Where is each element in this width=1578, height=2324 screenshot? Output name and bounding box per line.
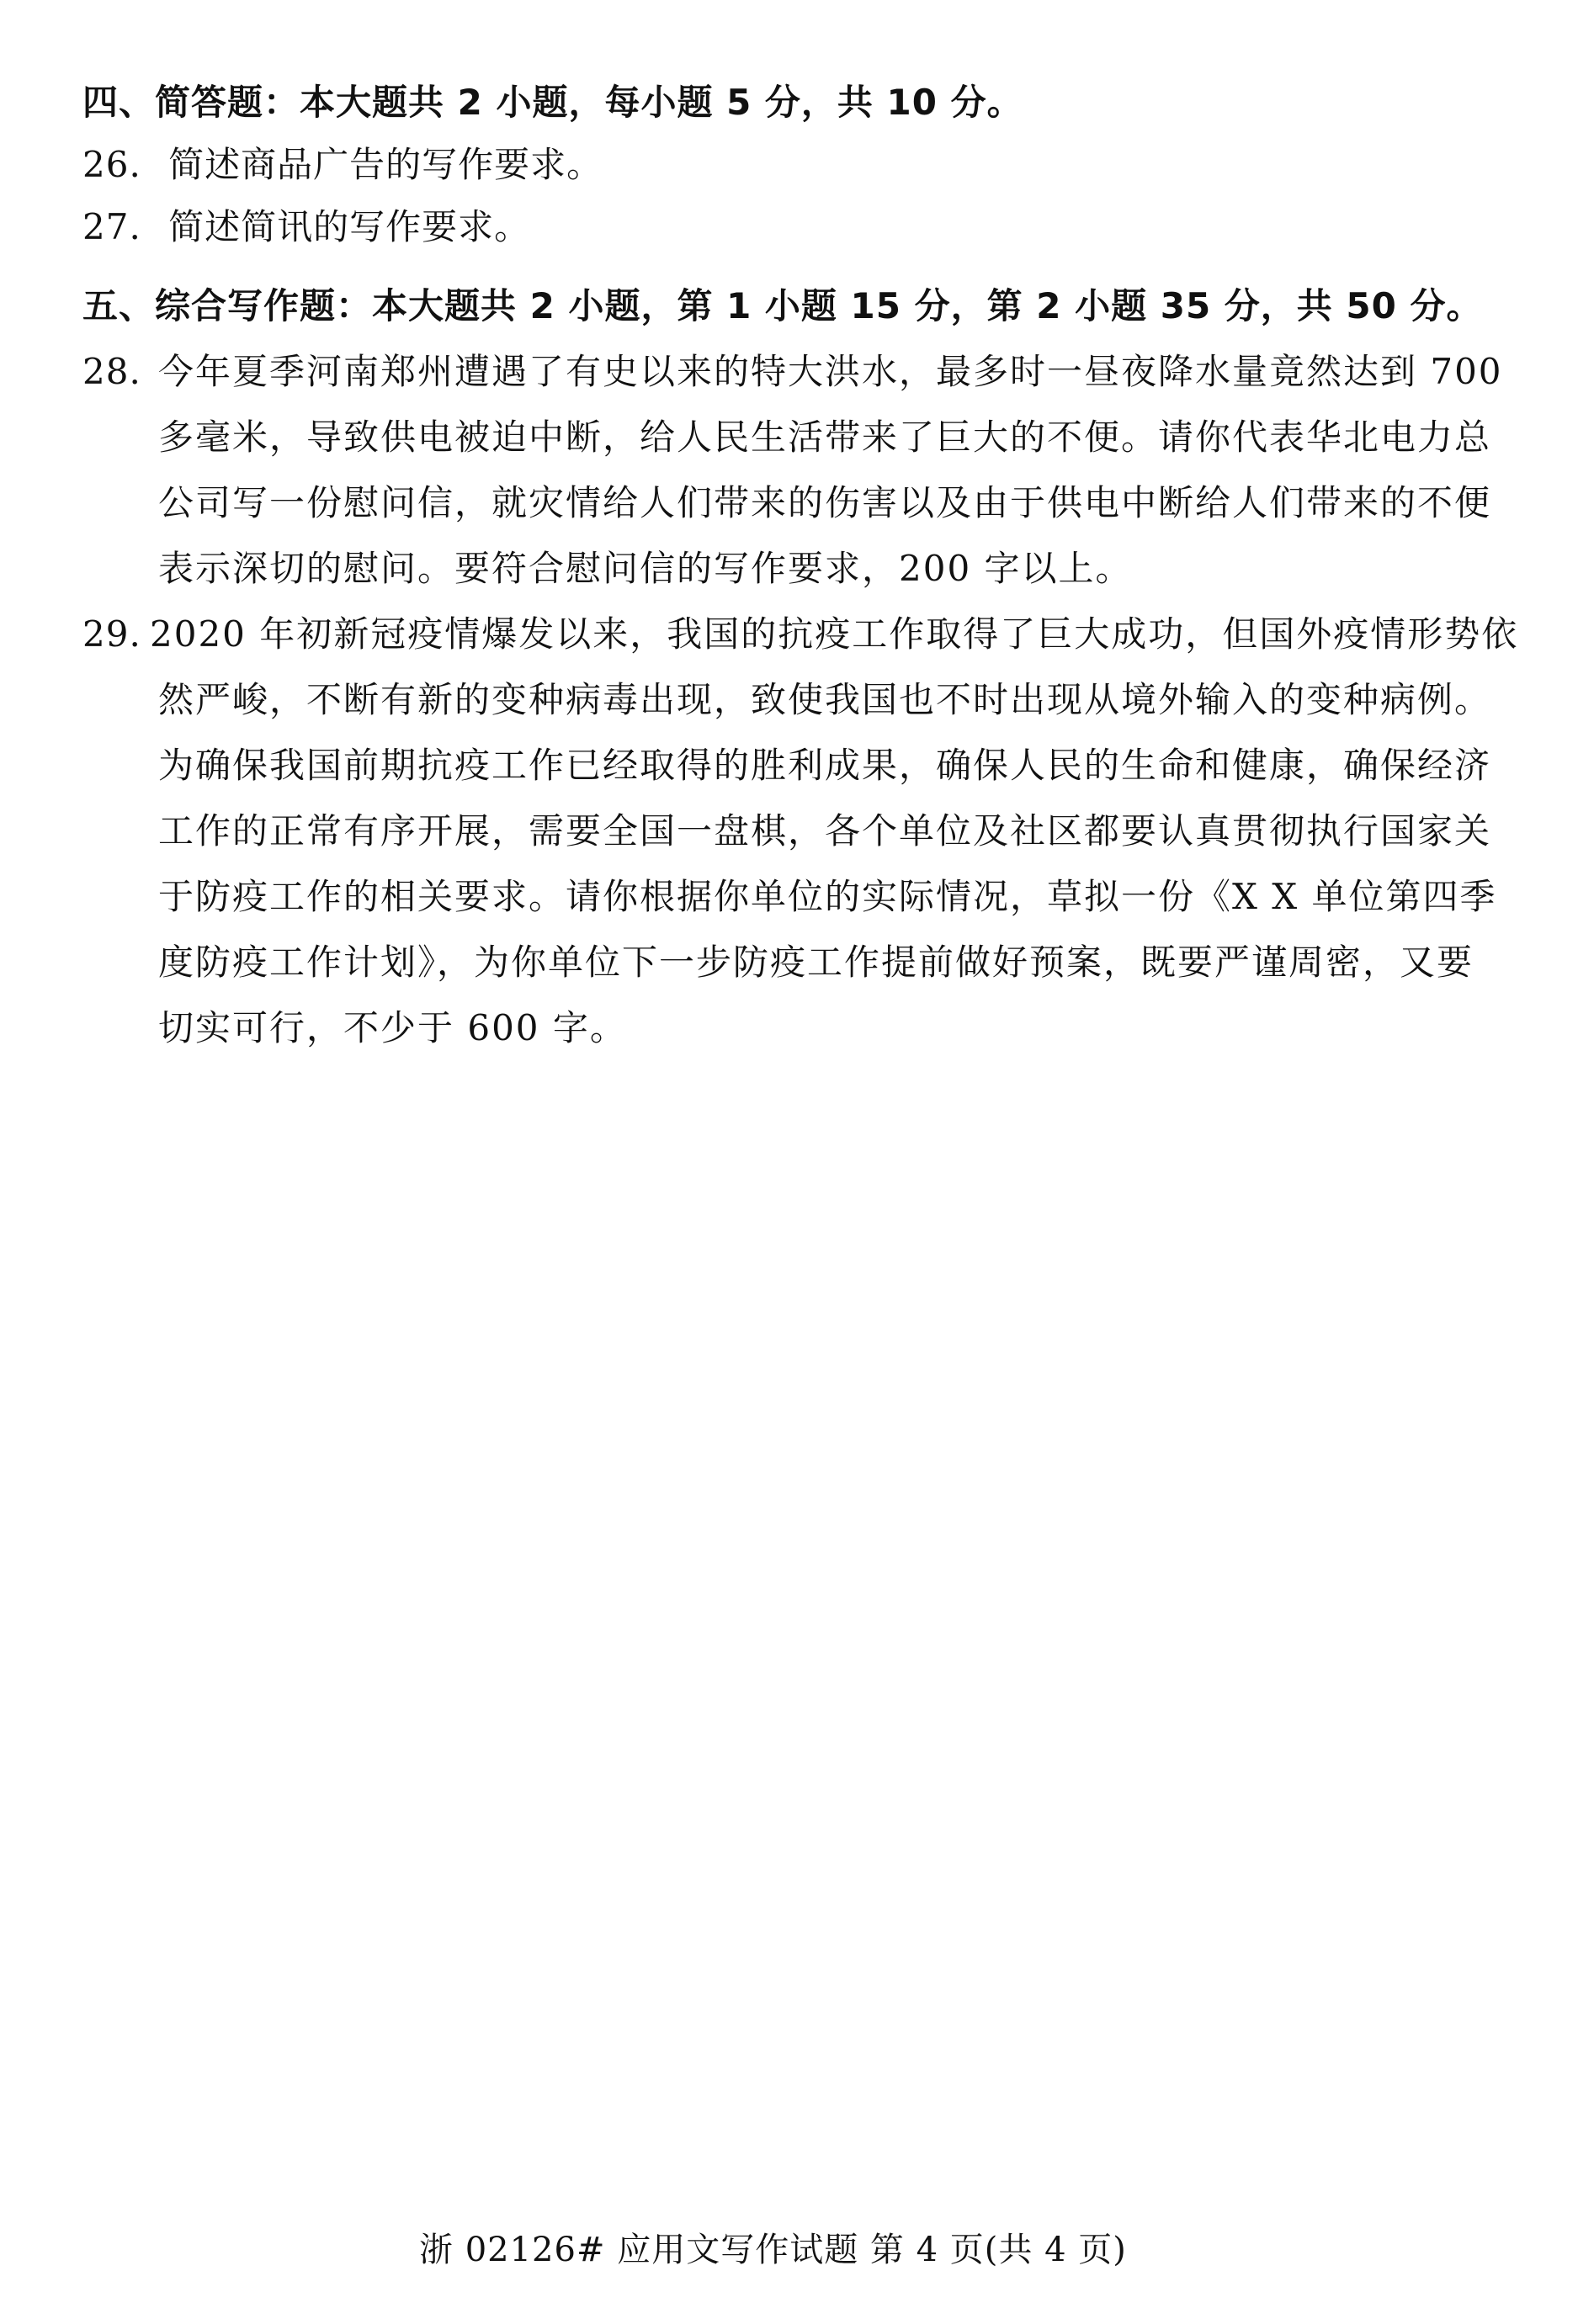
question-29-line-6: 度防疫工作计划》，为你单位下一步防疫工作提前做好预案，既要严谨周密，又要 — [158, 942, 1474, 983]
question-28-number: 28. — [82, 351, 141, 392]
question-26 — [82, 140, 603, 190]
question-28-line-1: 今年夏季河南郑州遭遇了有史以来的特大洪水，最多时一昼夜降水量竟然达到 700 — [158, 351, 1503, 392]
question-29-number: 29. — [82, 613, 141, 655]
question-27-text: 简述简讯的写作要求。 — [168, 206, 531, 247]
question-28-line-4: 表示深切的慰问。要符合慰问信的写作要求，200 字以上。 — [158, 548, 1133, 589]
question-29-line-2: 然严峻，不断有新的变种病毒出现，致使我国也不时出现从境外输入的变种病例。 — [158, 679, 1492, 720]
question-28-line-3: 公司写一份慰问信，就灾情给人们带来的伤害以及由于供电中断给人们带来的不便 — [158, 482, 1492, 523]
question-29-line-5: 于防疫工作的相关要求。请你根据你单位的实际情况，草拟一份《X X 单位第四季 — [158, 876, 1497, 917]
question-27 — [82, 202, 530, 252]
section-4-heading: 四、简答题：本大题共 2 小题，每小题 5 分，共 10 分。 — [82, 82, 1023, 123]
question-26-number: 26. — [82, 144, 141, 185]
question-26-text: 简述商品广告的写作要求。 — [168, 144, 603, 185]
section-5-heading: 五、综合写作题：本大题共 2 小题，第 1 小题 15 分，第 2 小题 35 分，共 50 分。 — [82, 285, 1483, 326]
question-27-number: 27. — [82, 206, 141, 247]
question-29-line-3: 为确保我国前期抗疫工作已经取得的胜利成果，确保人民的生命和健康，确保经济 — [158, 745, 1492, 786]
question-29-line-7: 切实可行，不少于 600 字。 — [158, 1007, 627, 1048]
question-28-line-2: 多毫米，导致供电被迫中断，给人民生活带来了巨大的不便。请你代表华北电力总 — [158, 417, 1492, 458]
page-footer: 浙 02126# 应用文写作试题 第 4 页(共 4 页) — [419, 2231, 1127, 2269]
question-29-line-1: 2020 年初新冠疫情爆发以来，我国的抗疫工作取得了巨大成功，但国外疫情形势依 — [150, 613, 1519, 655]
question-29-line-4: 工作的正常有序开展，需要全国一盘棋，各个单位及社区都要认真贯彻执行国家关 — [158, 810, 1492, 852]
